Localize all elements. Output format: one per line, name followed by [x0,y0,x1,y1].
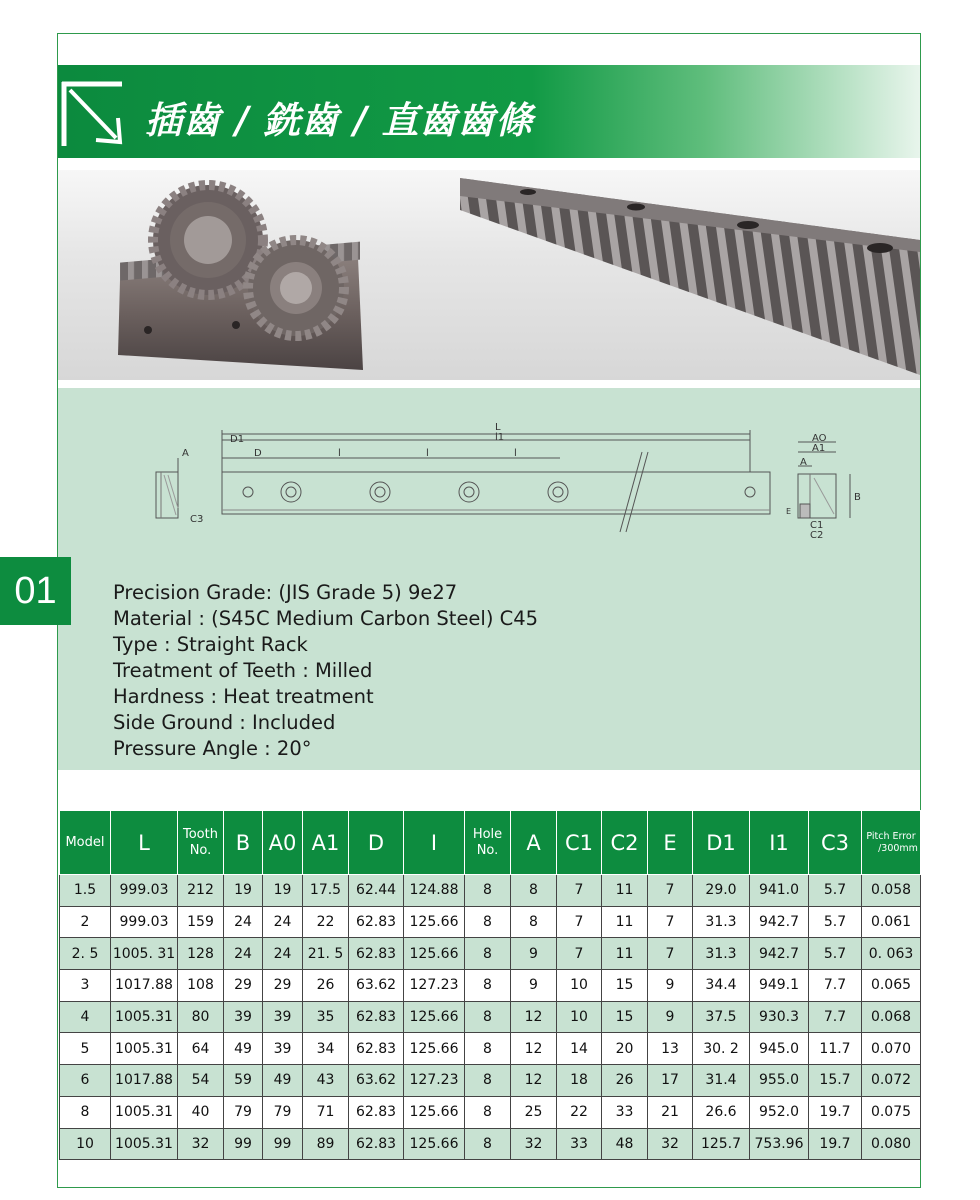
table-cell: 21 [648,1096,693,1128]
dim-label-a1: A1 [812,443,826,454]
table-cell: 0.070 [862,1033,921,1065]
table-cell: 7 [648,875,693,907]
table-cell: 62.83 [349,1001,404,1033]
table-cell: 43 [303,1065,349,1097]
col-header-a0: A0 [263,811,303,875]
rack-side-view [222,422,770,532]
table-cell: 6 [60,1065,111,1097]
table-cell: 26.6 [693,1096,750,1128]
table-cell: 8 [465,1128,511,1160]
table-cell: 1017.88 [111,1065,178,1097]
col-header-e: E [648,811,693,875]
table-cell: 64 [178,1033,224,1065]
table-cell: 930.3 [750,1001,809,1033]
table-cell: 26 [303,970,349,1002]
table-cell: 0.075 [862,1096,921,1128]
table-cell: 22 [303,906,349,938]
table-cell: 10 [557,1001,602,1033]
table-cell: 39 [224,1001,263,1033]
table-row [60,970,921,1002]
table-cell: 1.5 [60,875,111,907]
table-cell: 999.03 [111,906,178,938]
spec-list [113,580,538,762]
table-cell: 7 [648,906,693,938]
table-cell: 63.62 [349,970,404,1002]
dim-label-d1: D1 [230,434,245,445]
table-cell: 0.080 [862,1128,921,1160]
table-cell: 17.5 [303,875,349,907]
table-cell: 108 [178,970,224,1002]
table-cell: 49 [263,1065,303,1097]
col-header-i: I [404,811,465,875]
spec-teeth-treatment: Treatment of Teeth : Milled [113,659,373,682]
table-cell: 26 [602,1065,648,1097]
rack-technical-drawing [150,420,870,550]
table-cell: 48 [602,1128,648,1160]
dim-label-b: B [854,492,861,503]
table-row [60,1033,921,1065]
dim-label-d: D [254,448,262,459]
table-cell: 32 [648,1128,693,1160]
spec-hardness: Hardness : Heat treatment [113,685,374,708]
table-cell: 212 [178,875,224,907]
table-cell: 49 [224,1033,263,1065]
table-cell: 7 [557,875,602,907]
table-row [60,938,921,970]
table-cell: 942.7 [750,938,809,970]
table-cell: 99 [224,1128,263,1160]
table-row [60,875,921,907]
table-cell: 29 [263,970,303,1002]
table-cell: 125.66 [404,1096,465,1128]
table-cell: 8 [465,1001,511,1033]
table-cell: 941.0 [750,875,809,907]
table-cell: 0. 063 [862,938,921,970]
table-cell: 9 [648,970,693,1002]
table-cell: 12 [511,1001,557,1033]
table-cell: 945.0 [750,1033,809,1065]
table-cell: 8 [465,970,511,1002]
rack-spec-table [59,810,921,1160]
table-cell: 8 [465,1096,511,1128]
banner-title: 插齒 / 銑齒 / 直齒齒條 [145,98,534,142]
table-cell: 11 [602,906,648,938]
table-cell: 10 [557,970,602,1002]
spec-material: Material : (S45C Medium Carbon Steel) C45 [113,607,539,630]
col-header-c3: C3 [809,811,862,875]
table-cell: 999.03 [111,875,178,907]
dim-label-ao: AO [812,433,827,444]
table-cell: 31.3 [693,906,750,938]
table-cell: 5.7 [809,875,862,907]
table-cell: 14 [557,1033,602,1065]
table-cell: 11 [602,875,648,907]
col-header-l: L [111,811,178,875]
col-header-model: Model [60,811,111,875]
table-cell: 79 [224,1096,263,1128]
table-cell: 5 [60,1033,111,1065]
table-cell: 71 [303,1096,349,1128]
table-cell: 1005.31 [111,1001,178,1033]
table-cell: 62.83 [349,1033,404,1065]
table-row [60,1096,921,1128]
table-cell: 40 [178,1096,224,1128]
table-cell: 35 [303,1001,349,1033]
dim-label-a-right: A [800,457,807,468]
table-cell: 124.88 [404,875,465,907]
table-cell: 7.7 [809,970,862,1002]
spec-pressure-angle: Pressure Angle : 20° [113,737,312,760]
dim-label-l1: l1 [495,432,505,443]
table-cell: 17 [648,1065,693,1097]
dim-label-l: L [495,422,501,433]
table-cell: 0.068 [862,1001,921,1033]
spec-precision-grade: Precision Grade: (JIS Grade 5) 9e27 [113,581,458,604]
table-cell: 0.058 [862,875,921,907]
table-row [60,906,921,938]
table-cell: 7 [557,938,602,970]
table-cell: 8 [465,1033,511,1065]
table-cell: 8 [60,1096,111,1128]
table-cell: 125.66 [404,938,465,970]
table-cell: 15 [602,970,648,1002]
table-cell: 0.072 [862,1065,921,1097]
table-cell: 24 [263,938,303,970]
table-cell: 89 [303,1128,349,1160]
table-cell: 9 [648,1001,693,1033]
table-cell: 30. 2 [693,1033,750,1065]
end-view-right [786,433,861,541]
table-cell: 80 [178,1001,224,1033]
col-header-d: D [349,811,404,875]
table-cell: 125.7 [693,1128,750,1160]
col-header-b: B [224,811,263,875]
table-cell: 15.7 [809,1065,862,1097]
table-cell: 1005.31 [111,1033,178,1065]
dim-label-a-left: A [182,448,189,459]
table-cell: 125.66 [404,1128,465,1160]
table-cell: 63.62 [349,1065,404,1097]
table-cell: 31.3 [693,938,750,970]
table-cell: 59 [224,1065,263,1097]
table-cell: 29 [224,970,263,1002]
table-cell: 8 [465,906,511,938]
col-header-a1: A1 [303,811,349,875]
table-cell: 32 [178,1128,224,1160]
table-cell: 21. 5 [303,938,349,970]
table-cell: 11 [602,938,648,970]
table-cell: 15 [602,1001,648,1033]
table-cell: 62.83 [349,1096,404,1128]
table-cell: 5.7 [809,906,862,938]
table-row [60,1001,921,1033]
table-cell: 62.83 [349,906,404,938]
end-view-left [156,448,203,525]
table-cell: 62.44 [349,875,404,907]
table-cell: 8 [511,875,557,907]
table-cell: 753.96 [750,1128,809,1160]
dim-label-c3: C3 [190,514,204,525]
table-cell: 19 [224,875,263,907]
dim-label-l-3: l [514,448,517,459]
table-cell: 34 [303,1033,349,1065]
table-cell: 99 [263,1128,303,1160]
table-cell: 33 [557,1128,602,1160]
table-cell: 12 [511,1065,557,1097]
table-cell: 20 [602,1033,648,1065]
table-cell: 31.4 [693,1065,750,1097]
table-cell: 8 [465,875,511,907]
table-cell: 3 [60,970,111,1002]
table-cell: 7 [557,906,602,938]
table-cell: 19 [263,875,303,907]
table-cell: 949.1 [750,970,809,1002]
section-number-badge: 01 [0,557,71,625]
table-cell: 13 [648,1033,693,1065]
table-cell: 125.66 [404,1033,465,1065]
table-body [60,875,921,1160]
table-cell: 4 [60,1001,111,1033]
table-cell: 79 [263,1096,303,1128]
table-cell: 39 [263,1001,303,1033]
table-cell: 32 [511,1128,557,1160]
dim-label-e: E [786,507,792,516]
table-cell: 2 [60,906,111,938]
dim-label-l-2: l [426,448,429,459]
table-cell: 34.4 [693,970,750,1002]
table-cell: 8 [465,1065,511,1097]
table-cell: 12 [511,1033,557,1065]
dim-label-c1: C1 [810,520,824,531]
table-cell: 24 [224,938,263,970]
product-photo [58,170,920,380]
table-row [60,1128,921,1160]
spec-side-ground: Side Ground : Included [113,711,336,734]
col-header-a: A [511,811,557,875]
dim-label-l-1: l [338,448,341,459]
table-row [60,1065,921,1097]
table-cell: 127.23 [404,1065,465,1097]
table-cell: 1005.31 [111,1096,178,1128]
table-cell: 1005.31 [111,1128,178,1160]
col-header-pitch-error: Pitch Error /300mm [862,811,921,875]
table-cell: 5.7 [809,938,862,970]
table-cell: 24 [263,906,303,938]
table-cell: 25 [511,1096,557,1128]
table-cell: 8 [465,938,511,970]
col-header-i1: I1 [750,811,809,875]
table-cell: 9 [511,970,557,1002]
table-cell: 54 [178,1065,224,1097]
table-cell: 952.0 [750,1096,809,1128]
table-cell: 19.7 [809,1128,862,1160]
table-cell: 0.065 [862,970,921,1002]
table-cell: 24 [224,906,263,938]
spec-type: Type : Straight Rack [113,633,308,656]
table-cell: 22 [557,1096,602,1128]
table-cell: 19.7 [809,1096,862,1128]
dim-label-c2: C2 [810,530,824,541]
table-cell: 7 [648,938,693,970]
table-cell: 125.66 [404,906,465,938]
table-cell: 1005. 31 [111,938,178,970]
col-header-c1: C1 [557,811,602,875]
table-cell: 128 [178,938,224,970]
table-cell: 2. 5 [60,938,111,970]
col-header-d1: D1 [693,811,750,875]
col-header-hole-no: Hole No. [465,811,511,875]
table-cell: 942.7 [750,906,809,938]
table-cell: 7.7 [809,1001,862,1033]
table-cell: 39 [263,1033,303,1065]
table-cell: 29.0 [693,875,750,907]
table-cell: 62.83 [349,1128,404,1160]
table-cell: 125.66 [404,1001,465,1033]
table-cell: 9 [511,938,557,970]
table-cell: 11.7 [809,1033,862,1065]
table-cell: 10 [60,1128,111,1160]
table-cell: 127.23 [404,970,465,1002]
table-cell: 62.83 [349,938,404,970]
col-header-tooth-no: Tooth No. [178,811,224,875]
table-cell: 159 [178,906,224,938]
table-cell: 1017.88 [111,970,178,1002]
col-header-c2: C2 [602,811,648,875]
table-cell: 955.0 [750,1065,809,1097]
table-cell: 33 [602,1096,648,1128]
table-cell: 8 [511,906,557,938]
table-cell: 0.061 [862,906,921,938]
table-cell: 18 [557,1065,602,1097]
table-header-row [60,811,921,875]
table-cell: 37.5 [693,1001,750,1033]
corner-arrow-icon [60,80,126,148]
